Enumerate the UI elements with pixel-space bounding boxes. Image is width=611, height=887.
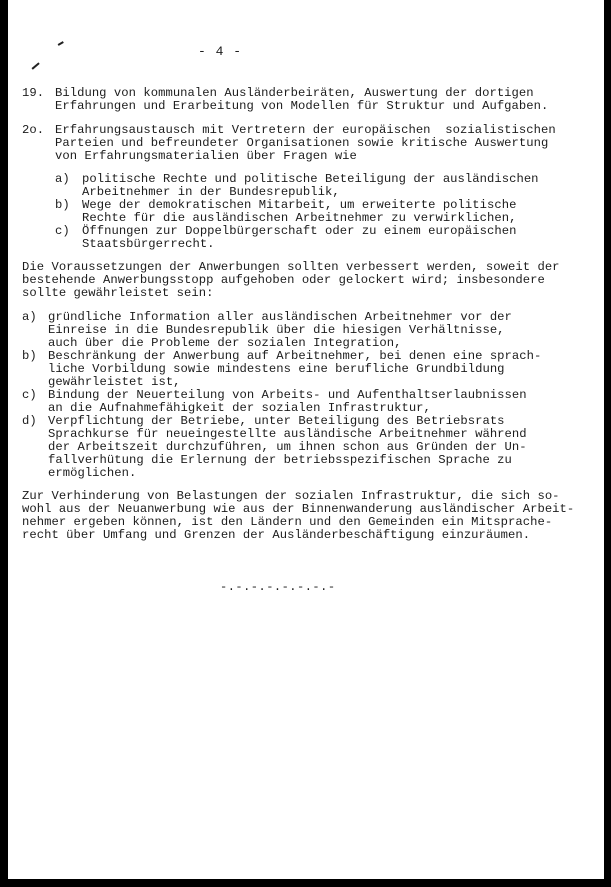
requirement-label: b)	[22, 349, 37, 363]
document-page	[8, 0, 604, 879]
requirement-text-line: der Arbeitszeit durchzuführen, um ihnen schon aus Gründen der Un-	[48, 440, 527, 454]
item-text-line: Erfahrungsaustausch mit Vertretern der europäischen sozialistischen	[55, 123, 556, 137]
requirement-text-line: Einreise in die Bundesrepublik über die hiesigen Verhältnisse,	[48, 323, 505, 337]
subitem-text-line: Staatsbürgerrecht.	[82, 237, 215, 251]
paragraph-line: Zur Verhinderung von Belastungen der sozialen Infrastruktur, die sich so-	[22, 489, 560, 503]
subitem-label: a)	[55, 172, 70, 186]
end-of-section-mark: -.-.-.-.-.-.-.-	[220, 580, 336, 594]
requirement-text-line: ermöglichen.	[48, 466, 137, 480]
pen-mark	[32, 62, 40, 69]
requirement-text-line: Verpflichtung der Betriebe, unter Beteiligung des Betriebsrats	[48, 414, 505, 428]
paragraph-line: sollte gewährleistet sein:	[22, 286, 214, 300]
item-text-line: Parteien und befreundeter Organisationen sowie kritische Auswertung	[55, 136, 549, 150]
paragraph-line: Die Voraussetzungen der Anwerbungen sollten verbessert werden, soweit der	[22, 260, 560, 274]
page-number: - 4 -	[198, 44, 243, 59]
subitem-label: c)	[55, 224, 70, 238]
requirement-text-line: auch über die Probleme der sozialen Integration,	[48, 336, 402, 350]
scan-border-left	[0, 0, 8, 887]
item-text-line: Erfahrungen und Erarbeitung von Modellen für Struktur und Aufgaben.	[55, 99, 549, 113]
subitem-label: b)	[55, 198, 70, 212]
requirement-text-line: Sprachkurse für neueingestellte ausländische Arbeitnehmer während	[48, 427, 527, 441]
requirement-text-line: fallverhütung die Erlernung der betriebsspezifischen Sprache zu	[48, 453, 512, 467]
item-text-line: von Erfahrungsmaterialien über Fragen wie	[55, 149, 357, 163]
scan-border-right	[604, 0, 611, 887]
paragraph-line: bestehende Anwerbungsstopp aufgehoben oder gelockert wird; insbesondere	[22, 273, 545, 287]
requirement-text-line: an die Aufnahmefähigkeit der sozialen Infrastruktur,	[48, 401, 431, 415]
requirement-text-line: Bindung der Neuerteilung von Arbeits- und Aufenthaltserlaubnissen	[48, 388, 527, 402]
paragraph-line: recht über Umfang und Grenzen der Ausländerbeschäftigung einzuräumen.	[22, 528, 531, 542]
requirement-label: a)	[22, 310, 37, 324]
paragraph-line: nehmer ergeben können, ist den Ländern und den Gemeinden ein Mitsprache-	[22, 515, 553, 529]
item-number: 2o.	[22, 123, 45, 137]
subitem-text-line: Wege der demokratischen Mitarbeit, um erweiterte politische	[82, 198, 517, 212]
item-text-line: Bildung von kommunalen Ausländerbeiräten, Auswertung der dortigen	[55, 86, 534, 100]
item-number: 19.	[22, 86, 45, 100]
subitem-text-line: Rechte für die ausländischen Arbeitnehmer zu verwirklichen,	[82, 211, 517, 225]
subitem-text-line: Öffnungen zur Doppelbürgerschaft oder zu einem europäischen	[82, 224, 517, 238]
requirement-text-line: gewährleistet ist,	[48, 375, 181, 389]
paragraph-line: wohl aus der Neuanwerbung wie aus der Binnenwanderung ausländischer Arbeit-	[22, 502, 575, 516]
requirement-label: c)	[22, 388, 37, 402]
requirement-text-line: Beschränkung der Anwerbung auf Arbeitnehmer, bei denen eine sprach-	[48, 349, 542, 363]
subitem-text-line: Arbeitnehmer in der Bundesrepublik,	[82, 185, 340, 199]
pen-mark	[58, 41, 64, 45]
scan-border-bottom	[0, 879, 611, 887]
requirement-text-line: gründliche Information aller ausländischen Arbeitnehmer vor der	[48, 310, 512, 324]
subitem-text-line: politische Rechte und politische Beteiligung der ausländischen	[82, 172, 539, 186]
requirement-text-line: liche Vorbildung sowie mindestens eine berufliche Grundbildung	[48, 362, 505, 376]
requirement-label: d)	[22, 414, 37, 428]
